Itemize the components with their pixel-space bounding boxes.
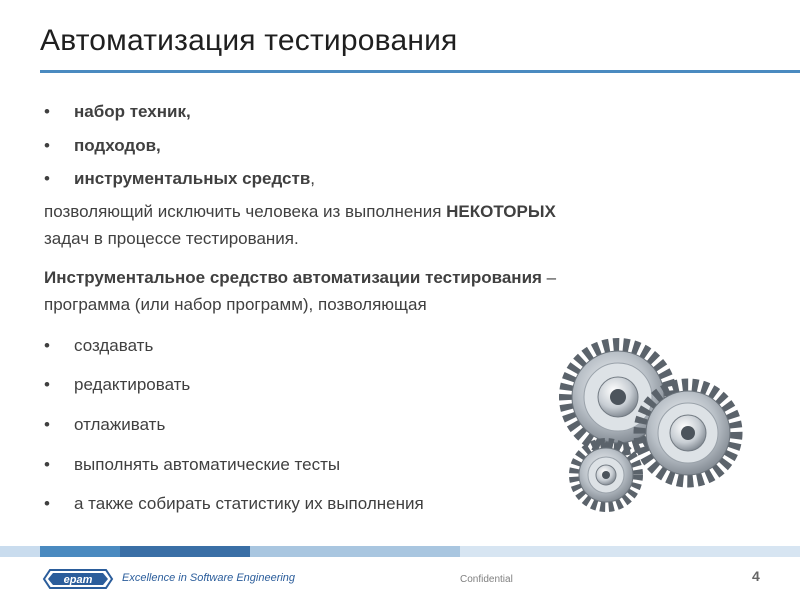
bullet-icon: • — [44, 169, 50, 188]
footer-tagline: Excellence in Software Engineering — [122, 572, 296, 584]
paragraph-text: позволяющий исключить человека из выполнения — [44, 202, 447, 221]
paragraph-line — [44, 198, 556, 225]
paragraph-dash: – — [541, 268, 557, 287]
list-item — [44, 336, 153, 356]
list-item — [44, 136, 161, 156]
bullet-text: инструментальных средств — [74, 169, 311, 188]
footer-bar-segment — [120, 546, 250, 557]
title-rule — [40, 70, 800, 73]
logo-text: epam — [63, 574, 93, 586]
bullet-icon: • — [44, 455, 50, 474]
footer-bar-segment — [40, 546, 120, 557]
list-item — [44, 415, 165, 435]
bullet-icon: • — [44, 336, 50, 355]
paragraph-line: программа (или набор программ), позволяющая — [44, 295, 427, 314]
bullet-icon: • — [44, 375, 50, 394]
footer-color-bar — [0, 546, 800, 557]
list-item — [44, 375, 190, 395]
bullet-icon: • — [44, 415, 50, 434]
list-item — [44, 455, 340, 475]
bullet-text: набор техник, — [74, 102, 191, 121]
footer-bar-segment — [460, 546, 800, 557]
bullet-icon: • — [44, 136, 50, 155]
bullet-text: выполнять автоматические тесты — [74, 455, 341, 474]
footer-bar-segment — [0, 546, 40, 557]
bullet-text: редактировать — [74, 375, 191, 394]
paragraph-1 — [44, 198, 556, 252]
bullet-text: отлаживать — [74, 415, 166, 434]
paragraph-emphasis: НЕКОТОРЫХ — [446, 202, 556, 221]
bullet-icon: • — [44, 102, 50, 121]
slide-title: Автоматизация тестирования — [40, 24, 458, 57]
paragraph-line: задач в процессе тестирования. — [44, 229, 299, 248]
paragraph-line — [44, 264, 556, 291]
bullet-suffix: , — [310, 169, 316, 188]
bullet-text: а также собирать статистику их выполнения — [74, 494, 424, 513]
list-item — [44, 102, 191, 122]
list-item — [44, 494, 424, 514]
list-item — [44, 169, 315, 189]
footer-bar-segment — [250, 546, 460, 557]
bullet-text: создавать — [74, 336, 154, 355]
paragraph-emphasis: Инструментальное средство автоматизации тестирования — [44, 268, 542, 287]
bullet-text: подходов, — [74, 136, 161, 155]
bullet-icon: • — [44, 494, 50, 513]
gears-icon — [548, 335, 748, 525]
epam-logo — [42, 566, 114, 592]
paragraph-2 — [44, 264, 556, 318]
footer-confidential: Confidential — [460, 574, 513, 585]
page-number: 4 — [752, 568, 760, 584]
